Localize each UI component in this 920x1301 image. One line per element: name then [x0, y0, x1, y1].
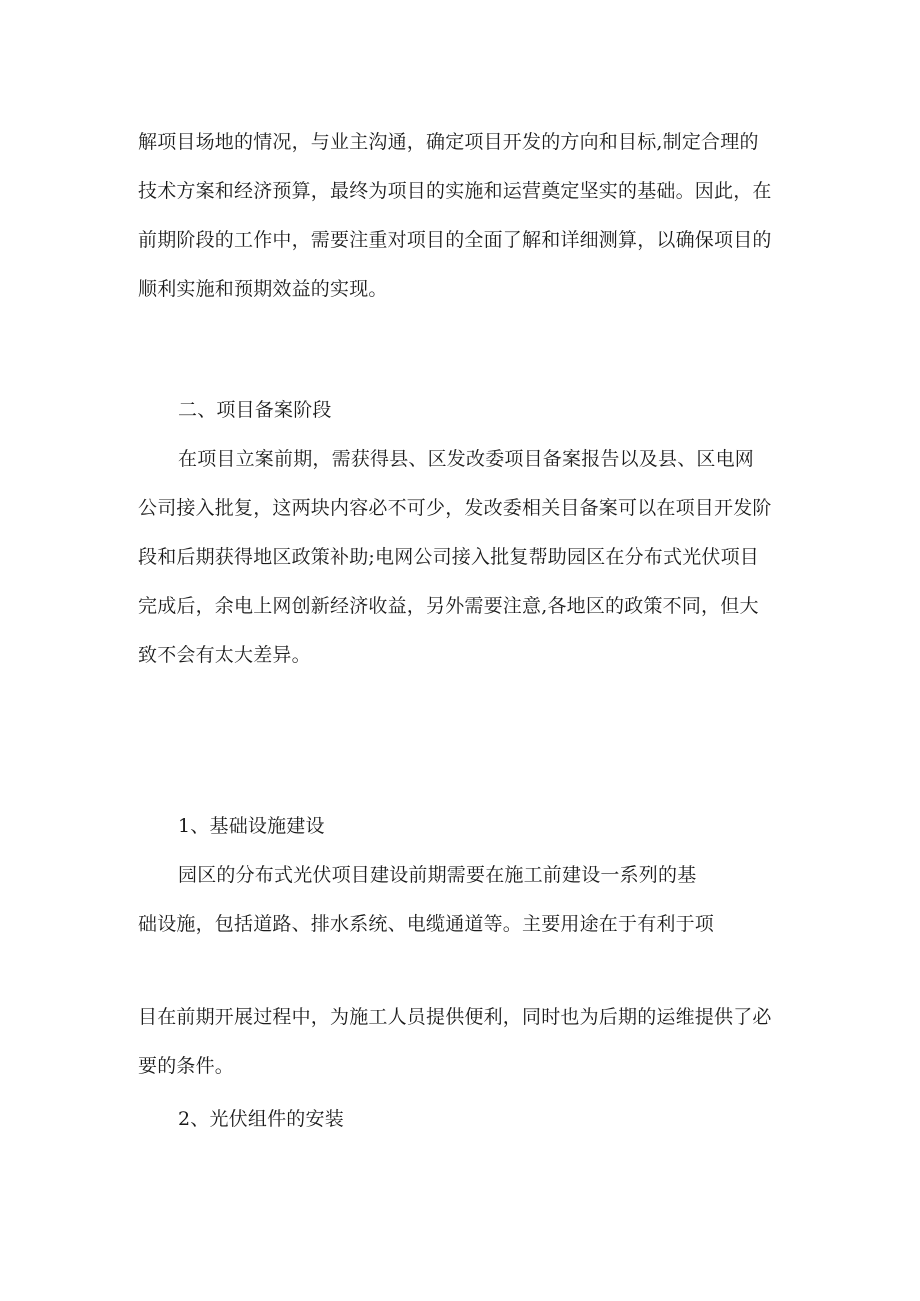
section-2-line-4: 完成后，余电上网创新经济收益，另外需要注意,各地区的政策不同，但大	[138, 595, 759, 617]
section-2-heading: 二、项目备案阶段	[178, 399, 332, 421]
section-2-line-2: 公司接入批复，这两块内容必不可少，发改委相关目备案可以在项目开发阶	[138, 497, 772, 519]
subsection-2-heading: 2、光伏组件的安装	[178, 1108, 344, 1130]
subsection-1-line-2: 础设施，包括道路、排水系统、电缆通道等。主要用途在于有利于项	[138, 913, 715, 935]
section-2-line-5: 致不会有太大差异。	[138, 644, 311, 666]
paragraph-1-line-1: 解项目场地的情况，与业主沟通，确定项目开发的方向和目标,制定合理的	[138, 131, 759, 153]
paragraph-1-line-3: 前期阶段的工作中，需要注重对项目的全面了解和详细测算，以确保项目的	[138, 229, 772, 251]
paragraph-1-line-4: 顺利实施和预期效益的实现。	[138, 278, 388, 300]
subsection-1-line-4: 要的条件。	[138, 1055, 235, 1077]
subsection-1-line-3: 目在前期开展过程中，为施工人员提供便利，同时也为后期的运维提供了必	[138, 1006, 772, 1028]
paragraph-1-line-2: 技术方案和经济预算，最终为项目的实施和运营奠定坚实的基础。因此，在	[138, 180, 772, 202]
subsection-1-line-1: 园区的分布式光伏项目建设前期需要在施工前建设一系列的基	[178, 864, 697, 886]
subsection-1-heading: 1、基础设施建设	[178, 815, 325, 837]
section-2-line-3: 段和后期获得地区政策补助;电网公司接入批复帮助园区在分布式光伏项目	[138, 546, 760, 568]
section-2-line-1: 在项目立案前期，需获得县、区发改委项目备案报告以及县、区电网	[178, 448, 755, 470]
